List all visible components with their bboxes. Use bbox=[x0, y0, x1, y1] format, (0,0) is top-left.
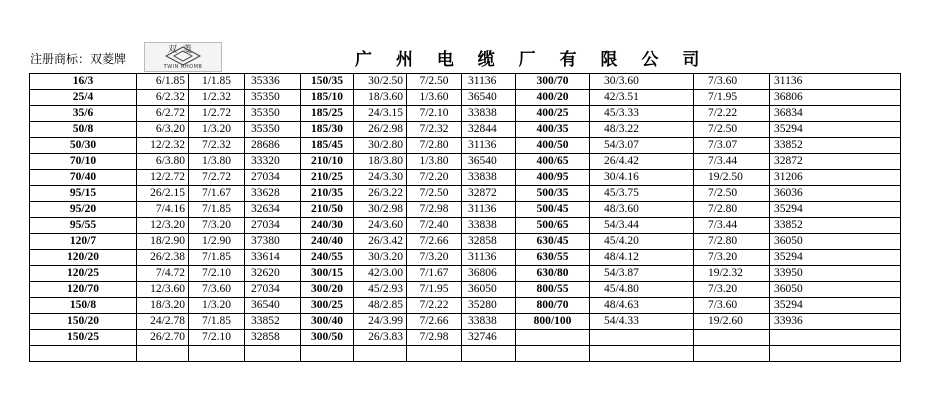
cell-value: 33852 bbox=[245, 314, 301, 330]
cell-strands-al: 45/3.33 bbox=[590, 106, 694, 122]
cell-strands-steel: 7/2.10 bbox=[189, 330, 245, 346]
cell-strands-al: 26/2.15 bbox=[137, 186, 189, 202]
cell-strands-steel: 7/2.50 bbox=[407, 74, 462, 90]
cell-strands-steel: 7/2.32 bbox=[407, 122, 462, 138]
cell-spec: 500/45 bbox=[516, 202, 590, 218]
cell-strands-steel: 7/3.44 bbox=[694, 218, 770, 234]
cell-strands-steel: 7/3.07 bbox=[694, 138, 770, 154]
table-row bbox=[30, 218, 901, 234]
cell-spec: 150/35 bbox=[301, 74, 354, 90]
cell-strands-steel: 7/2.98 bbox=[407, 202, 462, 218]
cell-strands-steel: 7/1.85 bbox=[189, 202, 245, 218]
cell-strands-al: 18/3.20 bbox=[137, 298, 189, 314]
cell-value: 33628 bbox=[245, 186, 301, 202]
cell-strands-steel: 7/2.10 bbox=[189, 266, 245, 282]
cell-strands-steel: 7/2.80 bbox=[694, 234, 770, 250]
cell-spec: 150/20 bbox=[30, 314, 137, 330]
cell-value: 32844 bbox=[462, 122, 516, 138]
cell-strands-al: 45/3.75 bbox=[590, 186, 694, 202]
cable-spec-table bbox=[29, 73, 901, 362]
cell-value: 28686 bbox=[245, 138, 301, 154]
cell-strands-al: 42/3.00 bbox=[354, 266, 407, 282]
cell-strands-steel bbox=[189, 346, 245, 362]
cell-strands-al: 26/2.70 bbox=[137, 330, 189, 346]
cell-spec: 240/40 bbox=[301, 234, 354, 250]
cell-strands-al: 24/3.99 bbox=[354, 314, 407, 330]
cell-spec bbox=[516, 330, 590, 346]
cell-value: 35350 bbox=[245, 90, 301, 106]
cell-value: 36834 bbox=[770, 106, 901, 122]
cell-value: 31136 bbox=[462, 138, 516, 154]
cell-strands-al: 6/1.85 bbox=[137, 74, 189, 90]
cell-value: 33838 bbox=[462, 106, 516, 122]
cell-spec: 95/55 bbox=[30, 218, 137, 234]
cell-value: 31206 bbox=[770, 170, 901, 186]
cell-strands-al: 24/3.15 bbox=[354, 106, 407, 122]
cell-strands-al bbox=[590, 330, 694, 346]
cell-value: 33950 bbox=[770, 266, 901, 282]
company-title: 广 州 电 缆 厂 有 限 公 司 bbox=[355, 50, 709, 70]
cell-spec bbox=[301, 346, 354, 362]
table-row bbox=[30, 314, 901, 330]
cell-strands-steel: 1/3.80 bbox=[189, 154, 245, 170]
cell-value: 27034 bbox=[245, 170, 301, 186]
table-row bbox=[30, 122, 901, 138]
cell-spec: 120/20 bbox=[30, 250, 137, 266]
cell-strands-al: 7/4.72 bbox=[137, 266, 189, 282]
cell-strands-steel: 7/2.66 bbox=[407, 234, 462, 250]
cell-strands-al: 24/3.30 bbox=[354, 170, 407, 186]
cell-strands-al: 54/3.87 bbox=[590, 266, 694, 282]
cell-strands-al: 12/2.72 bbox=[137, 170, 189, 186]
cell-value: 35350 bbox=[245, 122, 301, 138]
cell-strands-steel: 7/2.40 bbox=[407, 218, 462, 234]
cell-strands-steel: 7/3.60 bbox=[694, 74, 770, 90]
cell-strands-al bbox=[590, 346, 694, 362]
cell-spec: 185/10 bbox=[301, 90, 354, 106]
cell-spec: 300/70 bbox=[516, 74, 590, 90]
cell-strands-steel: 7/2.20 bbox=[407, 170, 462, 186]
cell-strands-al: 54/4.33 bbox=[590, 314, 694, 330]
cell-spec: 400/35 bbox=[516, 122, 590, 138]
cell-spec: 185/45 bbox=[301, 138, 354, 154]
cell-spec: 400/25 bbox=[516, 106, 590, 122]
cell-strands-steel: 7/2.22 bbox=[694, 106, 770, 122]
cell-strands-al: 30/2.50 bbox=[354, 74, 407, 90]
cell-value: 33838 bbox=[462, 170, 516, 186]
cell-strands-steel: 7/2.50 bbox=[407, 186, 462, 202]
cell-strands-al: 6/2.32 bbox=[137, 90, 189, 106]
cell-strands-steel: 7/3.44 bbox=[694, 154, 770, 170]
cell-value: 33852 bbox=[770, 218, 901, 234]
cell-strands-al: 12/3.20 bbox=[137, 218, 189, 234]
cell-strands-steel: 7/2.80 bbox=[694, 202, 770, 218]
cell-value: 27034 bbox=[245, 218, 301, 234]
cell-strands-al: 24/3.60 bbox=[354, 218, 407, 234]
cell-strands-steel: 7/2.72 bbox=[189, 170, 245, 186]
cell-spec: 95/15 bbox=[30, 186, 137, 202]
cell-value: 36036 bbox=[770, 186, 901, 202]
logo-bottom-text: TWIN RHOMB bbox=[163, 64, 203, 70]
cell-spec: 630/55 bbox=[516, 250, 590, 266]
cell-strands-al: 26/3.22 bbox=[354, 186, 407, 202]
cell-strands-al: 45/2.93 bbox=[354, 282, 407, 298]
cell-value: 33838 bbox=[462, 314, 516, 330]
cell-strands-al: 26/3.83 bbox=[354, 330, 407, 346]
cell-value: 36540 bbox=[462, 90, 516, 106]
cell-strands-steel: 1/2.90 bbox=[189, 234, 245, 250]
cell-strands-steel: 1/2.32 bbox=[189, 90, 245, 106]
cell-strands-al: 30/2.80 bbox=[354, 138, 407, 154]
table-row bbox=[30, 186, 901, 202]
cell-strands-steel: 7/1.67 bbox=[407, 266, 462, 282]
table-row bbox=[30, 106, 901, 122]
cell-strands-steel bbox=[694, 346, 770, 362]
cell-spec: 240/30 bbox=[301, 218, 354, 234]
cell-spec: 630/45 bbox=[516, 234, 590, 250]
cell-value: 27034 bbox=[245, 282, 301, 298]
cell-strands-steel: 7/3.60 bbox=[189, 282, 245, 298]
cell-value: 32858 bbox=[245, 330, 301, 346]
cell-strands-al: 54/3.44 bbox=[590, 218, 694, 234]
cell-strands-steel: 7/3.60 bbox=[694, 298, 770, 314]
cell-strands-al: 26/2.38 bbox=[137, 250, 189, 266]
cell-value: 35294 bbox=[770, 202, 901, 218]
cell-spec: 210/25 bbox=[301, 170, 354, 186]
cell-strands-al: 12/2.32 bbox=[137, 138, 189, 154]
cell-value: 31136 bbox=[462, 202, 516, 218]
cell-value: 31136 bbox=[462, 74, 516, 90]
cell-strands-steel bbox=[694, 330, 770, 346]
cell-strands-steel: 7/1.95 bbox=[694, 90, 770, 106]
cell-spec: 150/25 bbox=[30, 330, 137, 346]
cell-strands-al: 18/2.90 bbox=[137, 234, 189, 250]
cell-value: 31136 bbox=[462, 250, 516, 266]
cell-spec: 35/6 bbox=[30, 106, 137, 122]
cell-value bbox=[770, 346, 901, 362]
cell-value: 33320 bbox=[245, 154, 301, 170]
cell-strands-steel: 7/2.98 bbox=[407, 330, 462, 346]
cell-spec bbox=[30, 346, 137, 362]
cell-strands-steel: 7/1.85 bbox=[189, 250, 245, 266]
cell-value: 32858 bbox=[462, 234, 516, 250]
cell-strands-al: 6/3.20 bbox=[137, 122, 189, 138]
table-row bbox=[30, 266, 901, 282]
cell-spec: 240/55 bbox=[301, 250, 354, 266]
cell-spec: 16/3 bbox=[30, 74, 137, 90]
cell-strands-al: 7/4.16 bbox=[137, 202, 189, 218]
cell-strands-steel: 1/3.80 bbox=[407, 154, 462, 170]
cell-value: 32746 bbox=[462, 330, 516, 346]
cell-strands-steel: 7/2.50 bbox=[694, 122, 770, 138]
cell-spec: 50/30 bbox=[30, 138, 137, 154]
cell-spec: 800/100 bbox=[516, 314, 590, 330]
cell-spec: 25/4 bbox=[30, 90, 137, 106]
cell-strands-al: 30/3.60 bbox=[590, 74, 694, 90]
cell-strands-al: 48/4.12 bbox=[590, 250, 694, 266]
table-row bbox=[30, 90, 901, 106]
cell-spec: 400/20 bbox=[516, 90, 590, 106]
cell-value: 35294 bbox=[770, 298, 901, 314]
cell-strands-steel: 19/2.60 bbox=[694, 314, 770, 330]
cell-spec: 150/8 bbox=[30, 298, 137, 314]
cell-strands-al: 6/3.80 bbox=[137, 154, 189, 170]
cell-spec: 800/70 bbox=[516, 298, 590, 314]
cell-spec: 70/40 bbox=[30, 170, 137, 186]
table-row bbox=[30, 282, 901, 298]
table-row bbox=[30, 154, 901, 170]
table-row bbox=[30, 74, 901, 90]
cell-spec: 400/65 bbox=[516, 154, 590, 170]
cell-strands-al: 48/3.22 bbox=[590, 122, 694, 138]
cell-value: 32634 bbox=[245, 202, 301, 218]
cell-value: 36540 bbox=[462, 154, 516, 170]
cell-spec: 70/10 bbox=[30, 154, 137, 170]
cell-spec: 300/20 bbox=[301, 282, 354, 298]
cell-strands-steel: 1/3.20 bbox=[189, 298, 245, 314]
cell-strands-al: 26/4.42 bbox=[590, 154, 694, 170]
cell-value bbox=[245, 346, 301, 362]
table-row bbox=[30, 234, 901, 250]
table-row bbox=[30, 202, 901, 218]
table-row bbox=[30, 170, 901, 186]
cell-value: 35294 bbox=[770, 250, 901, 266]
cell-value bbox=[462, 346, 516, 362]
cell-value: 35294 bbox=[770, 122, 901, 138]
cell-value: 37380 bbox=[245, 234, 301, 250]
cell-strands-steel: 7/1.95 bbox=[407, 282, 462, 298]
cell-strands-al: 26/2.98 bbox=[354, 122, 407, 138]
cell-strands-al: 54/3.07 bbox=[590, 138, 694, 154]
cell-spec: 300/25 bbox=[301, 298, 354, 314]
cell-spec: 95/20 bbox=[30, 202, 137, 218]
cell-spec bbox=[516, 346, 590, 362]
cell-strands-steel: 7/3.20 bbox=[694, 250, 770, 266]
cell-value: 31136 bbox=[770, 74, 901, 90]
cell-strands-al: 30/3.20 bbox=[354, 250, 407, 266]
cell-spec: 210/50 bbox=[301, 202, 354, 218]
cell-strands-al: 42/3.51 bbox=[590, 90, 694, 106]
cell-strands-steel: 7/2.22 bbox=[407, 298, 462, 314]
cell-spec: 120/7 bbox=[30, 234, 137, 250]
cell-strands-steel: 7/3.20 bbox=[189, 218, 245, 234]
cell-strands-al: 48/3.60 bbox=[590, 202, 694, 218]
cell-strands-al: 6/2.72 bbox=[137, 106, 189, 122]
cell-value: 33852 bbox=[770, 138, 901, 154]
cell-strands-al bbox=[137, 346, 189, 362]
cell-value: 33614 bbox=[245, 250, 301, 266]
table-row bbox=[30, 330, 901, 346]
cell-value: 36050 bbox=[770, 234, 901, 250]
table-row bbox=[30, 298, 901, 314]
cell-strands-al: 18/3.60 bbox=[354, 90, 407, 106]
cell-strands-steel: 7/2.32 bbox=[189, 138, 245, 154]
cell-value: 36050 bbox=[462, 282, 516, 298]
table-row bbox=[30, 346, 901, 362]
cell-spec: 630/80 bbox=[516, 266, 590, 282]
cell-strands-steel: 7/2.80 bbox=[407, 138, 462, 154]
cell-strands-al: 18/3.80 bbox=[354, 154, 407, 170]
cell-spec: 500/35 bbox=[516, 186, 590, 202]
cell-spec: 120/25 bbox=[30, 266, 137, 282]
table-row bbox=[30, 138, 901, 154]
cell-strands-steel: 1/3.20 bbox=[189, 122, 245, 138]
cell-spec: 500/65 bbox=[516, 218, 590, 234]
cell-strands-steel: 1/1.85 bbox=[189, 74, 245, 90]
table-row bbox=[30, 250, 901, 266]
cell-value: 33838 bbox=[462, 218, 516, 234]
cell-spec: 300/15 bbox=[301, 266, 354, 282]
cell-spec: 800/55 bbox=[516, 282, 590, 298]
cell-value: 36050 bbox=[770, 282, 901, 298]
cell-value bbox=[770, 330, 901, 346]
cell-strands-steel: 7/3.20 bbox=[407, 250, 462, 266]
cell-strands-al: 45/4.80 bbox=[590, 282, 694, 298]
cell-spec: 210/10 bbox=[301, 154, 354, 170]
cell-strands-steel: 7/1.85 bbox=[189, 314, 245, 330]
cell-strands-al: 30/2.98 bbox=[354, 202, 407, 218]
cell-strands-steel: 7/1.67 bbox=[189, 186, 245, 202]
cell-strands-steel: 19/2.50 bbox=[694, 170, 770, 186]
cell-strands-al bbox=[354, 346, 407, 362]
cell-strands-al: 45/4.20 bbox=[590, 234, 694, 250]
cell-value: 33936 bbox=[770, 314, 901, 330]
cell-value: 35336 bbox=[245, 74, 301, 90]
cell-strands-steel: 1/2.72 bbox=[189, 106, 245, 122]
cell-strands-steel: 7/2.10 bbox=[407, 106, 462, 122]
cell-strands-steel: 19/2.32 bbox=[694, 266, 770, 282]
cell-strands-steel: 7/2.50 bbox=[694, 186, 770, 202]
cell-strands-al: 26/3.42 bbox=[354, 234, 407, 250]
cell-spec: 400/50 bbox=[516, 138, 590, 154]
cell-spec: 210/35 bbox=[301, 186, 354, 202]
cell-value: 36806 bbox=[462, 266, 516, 282]
cell-spec: 120/70 bbox=[30, 282, 137, 298]
cell-spec: 50/8 bbox=[30, 122, 137, 138]
trademark-label: 注册商标：双菱牌 bbox=[30, 52, 127, 66]
cell-strands-al: 12/3.60 bbox=[137, 282, 189, 298]
cell-spec: 300/50 bbox=[301, 330, 354, 346]
cell-value: 35280 bbox=[462, 298, 516, 314]
cell-value: 35350 bbox=[245, 106, 301, 122]
cell-strands-steel: 1/3.60 bbox=[407, 90, 462, 106]
cell-spec: 300/40 bbox=[301, 314, 354, 330]
cell-value: 36806 bbox=[770, 90, 901, 106]
cell-strands-steel bbox=[407, 346, 462, 362]
brand-logo bbox=[144, 42, 222, 72]
cell-spec: 400/95 bbox=[516, 170, 590, 186]
cell-value: 32620 bbox=[245, 266, 301, 282]
cell-strands-al: 48/4.63 bbox=[590, 298, 694, 314]
cell-strands-al: 48/2.85 bbox=[354, 298, 407, 314]
cell-value: 36540 bbox=[245, 298, 301, 314]
logo-top-text: 双菱 bbox=[167, 44, 198, 54]
cell-spec: 185/30 bbox=[301, 122, 354, 138]
cell-strands-al: 30/4.16 bbox=[590, 170, 694, 186]
cell-value: 32872 bbox=[770, 154, 901, 170]
cell-spec: 185/25 bbox=[301, 106, 354, 122]
cell-value: 32872 bbox=[462, 186, 516, 202]
cell-strands-steel: 7/3.20 bbox=[694, 282, 770, 298]
cell-strands-al: 24/2.78 bbox=[137, 314, 189, 330]
cell-strands-steel: 7/2.66 bbox=[407, 314, 462, 330]
